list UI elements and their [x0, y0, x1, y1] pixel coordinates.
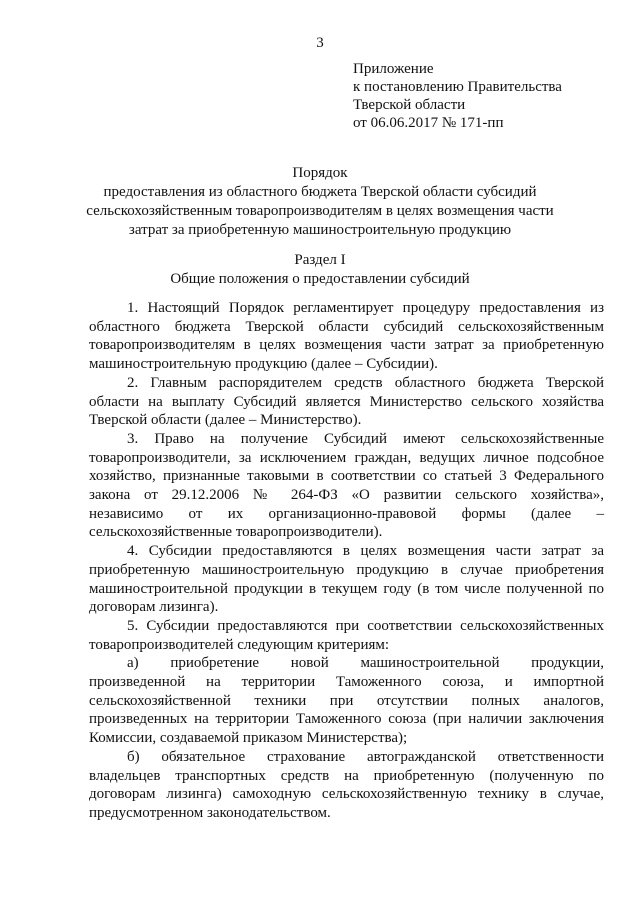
paragraph [89, 654, 604, 748]
text-line: 3. Право на получение Субсидий имеют сельскохозяйственные [127, 430, 604, 447]
text-line: сельскохозяйственной техники при отсутствии полных аналогов, [89, 692, 604, 709]
document-body [89, 299, 604, 823]
text-line: сельскохозяйственные товаропроизводители). [89, 524, 383, 541]
title-line: предоставления из областного бюджета Тверской области субсидий [103, 184, 537, 200]
title-line: затрат за приобретенную машиностроительную продукцию [128, 222, 512, 238]
text-line: произведенной на территории Таможенного союза, и импортной [89, 674, 604, 691]
appendix-line: Приложение [353, 61, 434, 77]
text-line: предусмотренном законодательством. [89, 804, 331, 821]
text-line: товаропроизводители, за исключением граждан, ведущих личное подсобное [89, 449, 604, 466]
paragraph [89, 617, 604, 654]
text-line: б) обязательное страхование автогражданской ответственности [127, 748, 604, 765]
paragraph [89, 299, 604, 374]
paragraph [89, 374, 604, 430]
document-title [60, 164, 580, 240]
paragraph [89, 430, 604, 542]
text-line: Комиссии, создаваемой приказом Министерства); [89, 730, 408, 747]
text-line: Тверской области (далее – Министерство). [89, 412, 362, 429]
appendix-line: к постановлению Правительства [353, 79, 562, 95]
text-line: произведенных на территории Таможенного союза (при наличии заключения [89, 711, 604, 728]
text-line: товаропроизводителей следующим критериям: [89, 636, 390, 653]
page-number: 3 [316, 35, 324, 51]
title-line: сельскохозяйственным товаропроизводителям в целях возмещения части [86, 203, 554, 219]
text-line: договорам лизинга). [89, 599, 219, 616]
section-subtitle: Общие положения о предоставлении субсидий [170, 271, 470, 287]
text-line: владельцев транспортных средств на приобретенную (полученную по [89, 767, 604, 784]
text-line: а) приобретение новой машиностроительной продукции, [127, 655, 604, 672]
text-line: независимо от их организационно-правовой формы (далее – [89, 505, 604, 522]
text-line: области на выплату Субсидий является Министерство сельского хозяйства [89, 393, 604, 410]
text-line: 2. Главным распорядителем средств областного бюджета Тверской [127, 374, 604, 391]
text-line: 5. Субсидии предоставляются при соответствии сельскохозяйственных [127, 617, 604, 634]
text-line: товаропроизводителям в целях возмещения части затрат за приобретенную [89, 337, 604, 354]
text-line: машиностроительную продукцию (далее – Субсидии). [89, 356, 438, 373]
text-line: 4. Субсидии предоставляются в целях возмещения части затрат за [127, 543, 604, 560]
text-line: приобретенную машиностроительную продукцию в случае приобретения [89, 561, 604, 578]
text-line: хозяйство, признанные таковыми в соответствии со статьей 3 Федерального [89, 468, 604, 485]
paragraph [89, 542, 604, 617]
text-line: 1. Настоящий Порядок регламентирует процедуру предоставления из [127, 300, 604, 316]
text-line: областного бюджета Тверской области субсидий сельскохозяйственным [89, 318, 604, 335]
paragraph [89, 748, 604, 823]
section-name: Раздел I [294, 252, 346, 268]
title-heading: Порядок [292, 165, 348, 181]
appendix-date-number: от 06.06.2017 № 171-пп [353, 115, 504, 131]
section-heading [60, 251, 580, 289]
text-line: договорам лизинга) самоходную сельскохозяйственную технику в случае, [89, 786, 604, 803]
appendix-line: Тверской области [353, 97, 466, 113]
appendix-block [353, 60, 623, 132]
text-line: закона от 29.12.2006 № 264-ФЗ «О развитии сельского хозяйства», [89, 487, 604, 504]
text-line: машиностроительной продукции в текущем году (в том числе полученной по [89, 580, 604, 597]
